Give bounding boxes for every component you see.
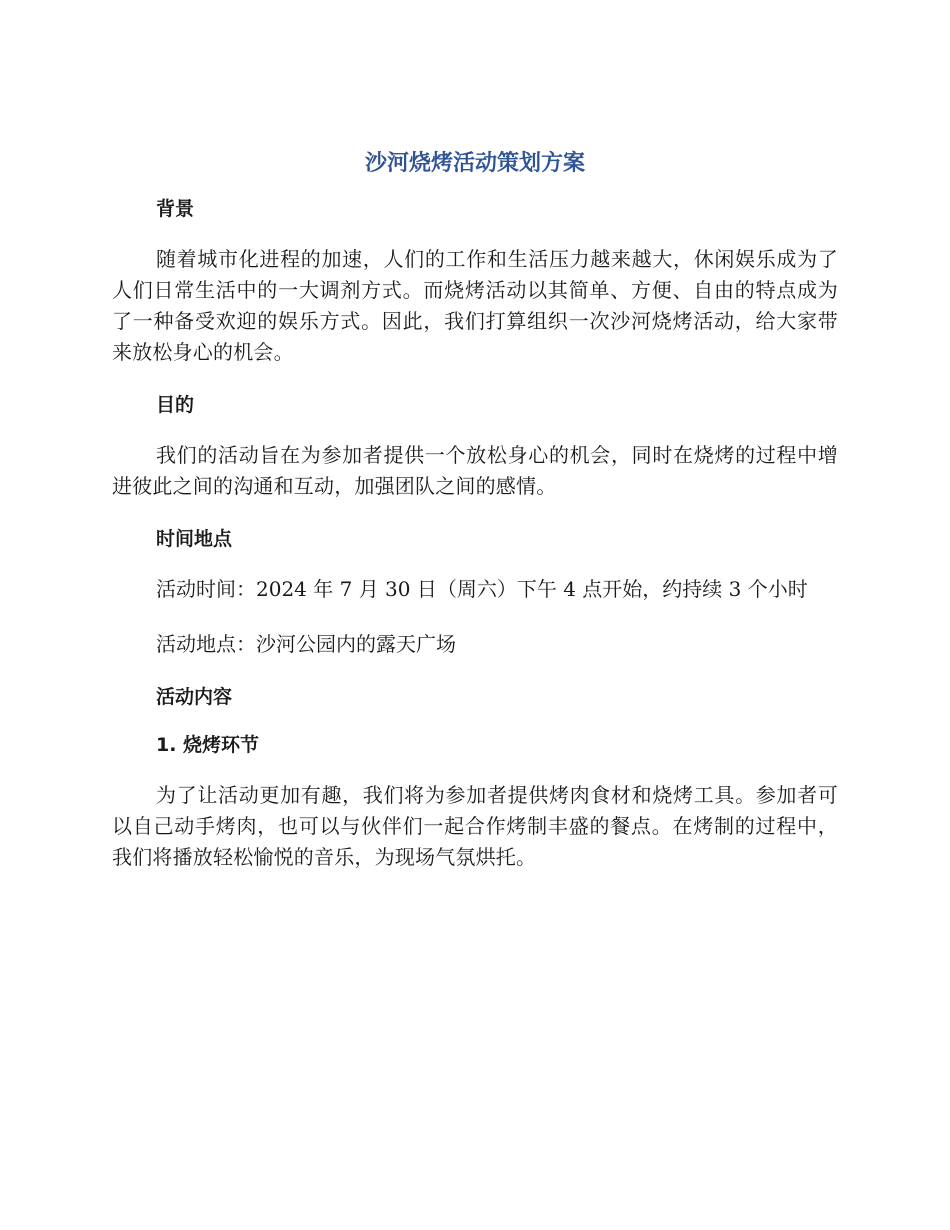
heading-content: 活动内容 [156,686,233,708]
paragraph-bbq-session: 为了让活动更加有趣，我们将为参加者提供烤肉食材和烧烤工具。参加者可以自己动手烤肉，也可以与伙伴们一起合作烤制丰盛的餐点。在烤制的过程中，我们将播放轻松愉悦的音乐，为现场气氛烘托。 [112,783,838,869]
spacer [112,502,838,526]
heading-purpose: 目的 [156,394,195,416]
spacer [112,368,838,392]
spacer [112,418,838,440]
spacer [112,758,838,780]
spacer [112,605,838,629]
activity-place-line: 活动地点：沙河公园内的露天广场 [156,632,456,656]
subheading-bbq-session: 1. 烧烤环节 [156,734,260,756]
spacer [112,660,838,684]
spacer [112,710,838,732]
heading-background: 背景 [156,198,195,220]
spacer [112,552,838,574]
paragraph-background: 随着城市化进程的加速，人们的工作和生活压力越来越大，休闲娱乐成为了人们日常生活中的一大调剂方式。而烧烤活动以其简单、方便、自由的特点成为了一种备受欢迎的娱乐方式。因此，我们打算组织一次沙河烧烤活动，给大家带来放松身心的机会。 [112,247,838,364]
spacer [112,222,838,244]
paragraph-purpose: 我们的活动旨在为参加者提供一个放松身心的机会，同时在烧烤的过程中增进彼此之间的沟通和互动，加强团队之间的感情。 [112,443,838,498]
activity-time-line: 活动时间：2024 年 7 月 30 日（周六）下午 4 点开始，约持续 3 个小时 [156,577,808,601]
document-title: 沙河烧烤活动策划方案 [364,151,585,176]
heading-time-place: 时间地点 [156,528,233,550]
